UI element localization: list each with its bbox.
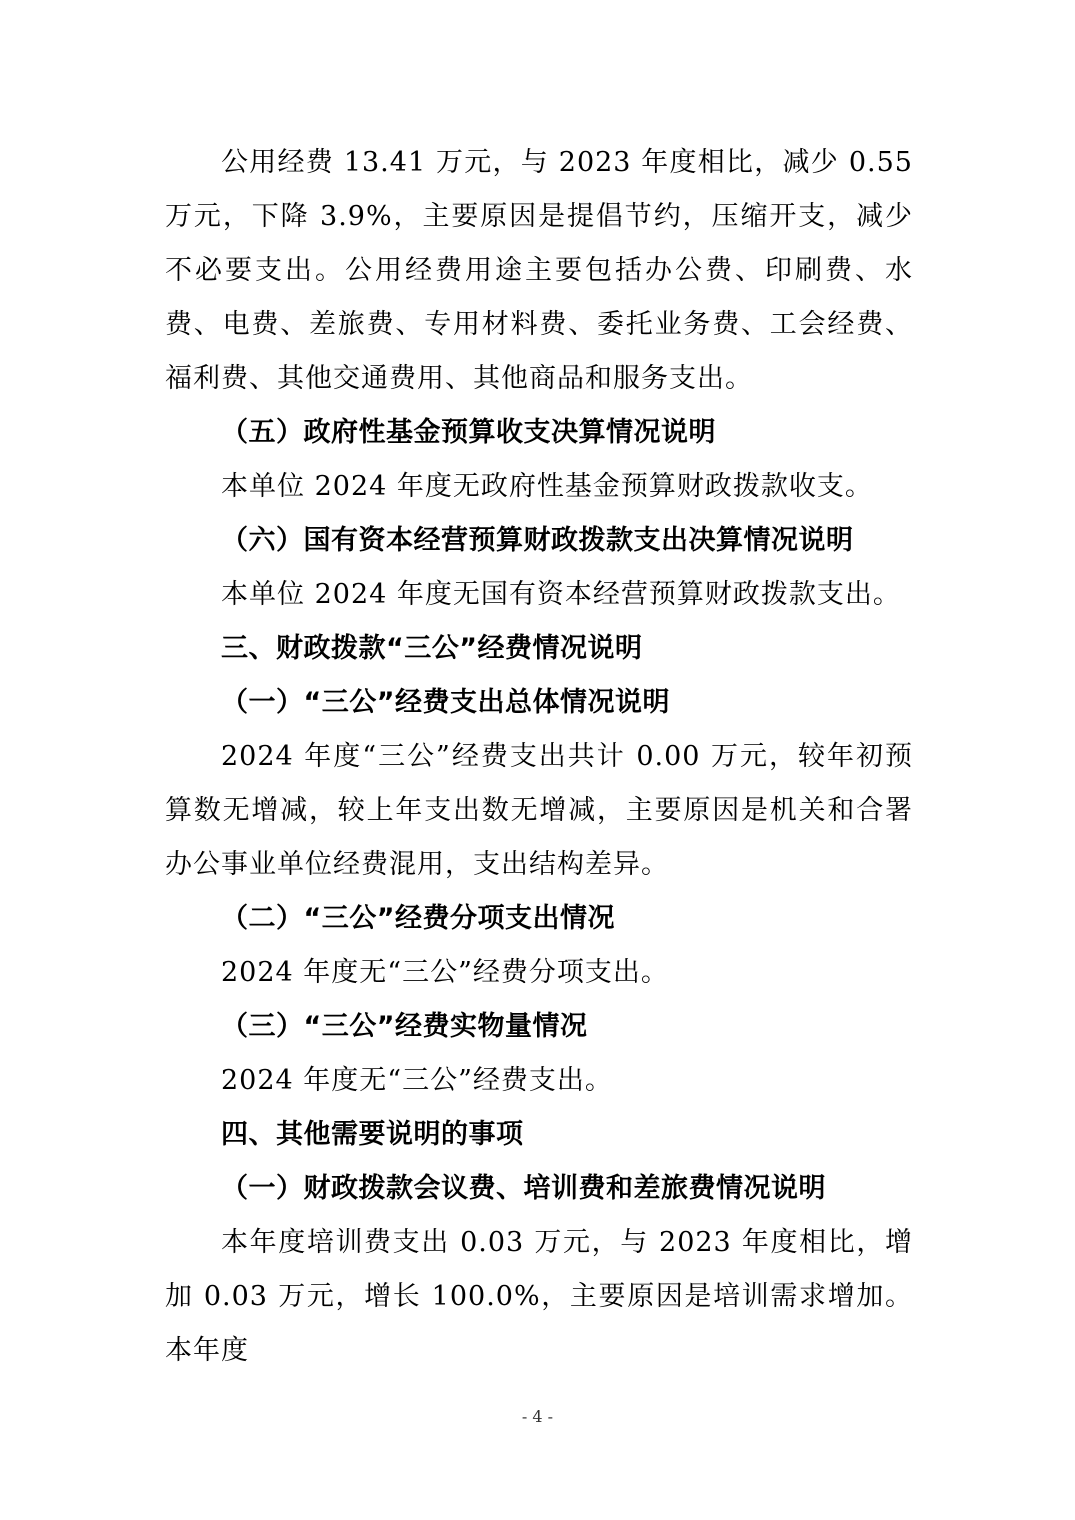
page-number: - 4 -: [521, 1407, 554, 1426]
paragraph-state-capital-none: 本单位 2024 年度无国有资本经营预算财政拨款支出。: [221, 579, 901, 610]
paragraph-three-public-itemized: 2024 年度无“三公”经费分项支出。: [221, 957, 669, 988]
subheading-government-fund-budget: （五）政府性基金预算收支决算情况说明: [221, 417, 716, 448]
paragraph-public-expenses: 公用经费 13.41 万元，与 2023 年度相比，减少 0.55 万元，下降 3.9%，主要原因是提倡节约，压缩开支，减少不必要支出。公用经费用途主要包括办公费、印刷费、水费、电费、差旅费、专用材料费、委托业务费、工会经费、福利费、其他交通费用、其他商品和服务支出。: [165, 147, 913, 394]
subheading-meeting-training-travel: （一）财政拨款会议费、培训费和差旅费情况说明: [221, 1173, 826, 1204]
paragraph-three-public-total: 2024 年度“三公”经费支出共计 0.00 万元，较年初预算数无增减，较上年支出数无增减，主要原因是机关和合署办公事业单位经费混用，支出结构差异。: [165, 741, 913, 880]
paragraph-training-expenses: 本年度培训费支出 0.03 万元，与 2023 年度相比，增加 0.03 万元，增长 100.0%，主要原因是培训需求增加。本年度: [165, 1227, 913, 1366]
heading-three-public-expenses: 三、财政拨款“三公”经费情况说明: [221, 633, 643, 664]
subheading-three-public-total: （一）“三公”经费支出总体情况说明: [221, 687, 670, 718]
subheading-state-capital-budget: （六）国有资本经营预算财政拨款支出决算情况说明: [221, 525, 854, 556]
heading-other-matters: 四、其他需要说明的事项: [221, 1119, 524, 1150]
document-body: [165, 136, 913, 1378]
paragraph-government-fund-none: 本单位 2024 年度无政府性基金预算财政拨款收支。: [221, 471, 873, 502]
paragraph-three-public-physical: 2024 年度无“三公”经费支出。: [221, 1065, 613, 1096]
subheading-three-public-itemized: （二）“三公”经费分项支出情况: [221, 903, 615, 934]
subheading-three-public-physical: （三）“三公”经费实物量情况: [221, 1011, 588, 1042]
